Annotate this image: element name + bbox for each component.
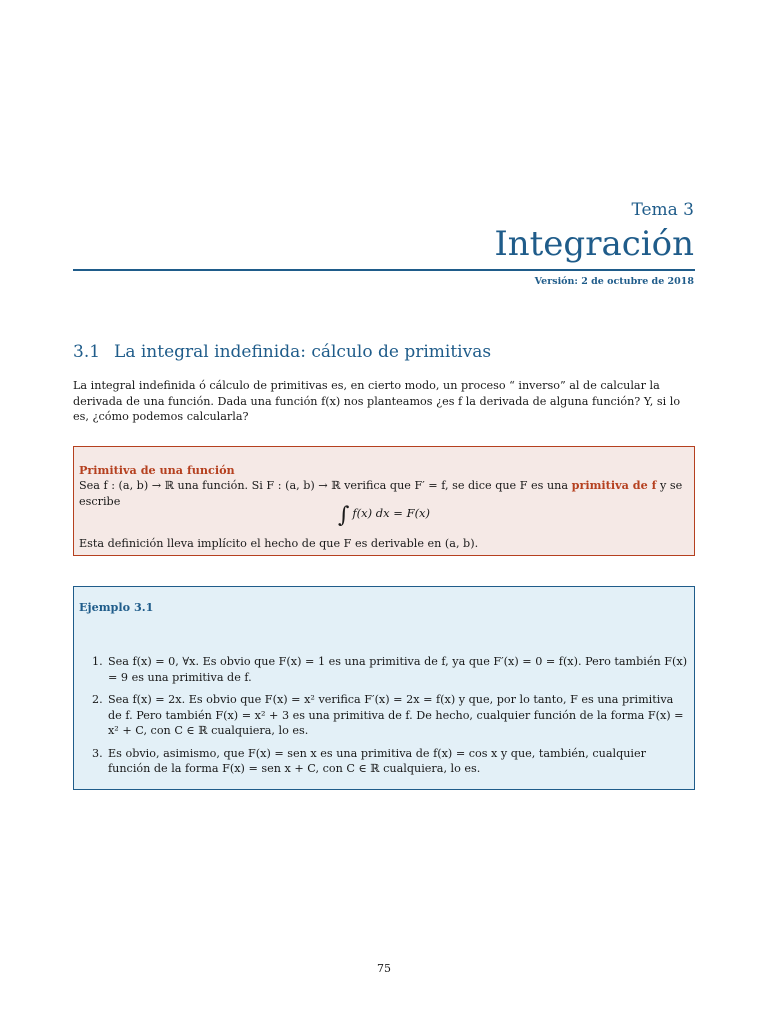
- chapter-title: Integración: [494, 224, 694, 264]
- intro-paragraph: La integral indefinida ó cálculo de primitivas es, en cierto modo, un proceso “ inverso” al de calcular la derivada de una función. Dada una función f(x) nos planteamos ¿es f la derivada de alguna función? Y, si lo es, ¿cómo podemos calcularla?: [73, 379, 681, 423]
- title-divider: [73, 269, 695, 271]
- chapter-label: Tema 3: [631, 200, 694, 220]
- list-item: [74, 692, 689, 739]
- list-item-number: 2.: [92, 693, 103, 706]
- section-title: La integral indefinida: cálculo de primitivas: [114, 342, 492, 362]
- list-item: [74, 654, 689, 685]
- example-list: [74, 654, 689, 784]
- version-date: Versión: 2 de octubre de 2018: [534, 276, 694, 287]
- section-heading: [73, 342, 491, 362]
- definition-box: [73, 446, 695, 556]
- list-item-text: Sea f(x) = 2x. Es obvio que F(x) = x² verifica F′(x) = 2x = f(x) y que, por lo tanto, F es una primitiva de f. Pero también F(x) = x² + 3 es una primitiva de f. De hecho, cualquier función de la forma F(x) = x² + C, con C ∈ ℝ cualquiera, lo es.: [108, 693, 684, 737]
- list-item-text: Sea f(x) = 0, ∀x. Es obvio que F(x) = 1 es una primitiva de f, ya que F′(x) = 0 = f(x). Pero también F(x) = 9 es una primitiva de f.: [108, 655, 688, 684]
- page-number: 75: [377, 962, 391, 975]
- list-item-number: 1.: [92, 655, 103, 668]
- definition-title: Primitiva de una función: [79, 463, 235, 477]
- list-item-text: Es obvio, asimismo, que F(x) = sen x es una primitiva de f(x) = cos x y que, también, cualquier función de la forma F(x) = sen x + C, con C ∈ ℝ cualquiera, lo es.: [108, 746, 646, 775]
- example-box: [73, 586, 695, 790]
- integral-sign-icon: ∫: [337, 503, 350, 528]
- definition-footer: Esta definición lleva implícito el hecho de que F es derivable en (a, b).: [79, 537, 479, 550]
- section-number: 3.1: [73, 342, 101, 362]
- list-item: [74, 746, 689, 777]
- list-item-number: 3.: [92, 746, 103, 760]
- definition-text: Sea f : (a, b) → ℝ una función. Si F : (a, b) → ℝ verifica que F′ = f, se dice que F es una: [79, 479, 569, 492]
- formula-text: f(x) dx = F(x): [352, 506, 431, 520]
- integral-formula: [74, 503, 694, 528]
- definition-text-end: y se escribe: [79, 479, 683, 508]
- example-title: Ejemplo 3.1: [79, 600, 154, 614]
- definition-highlight: primitiva de f: [571, 478, 657, 492]
